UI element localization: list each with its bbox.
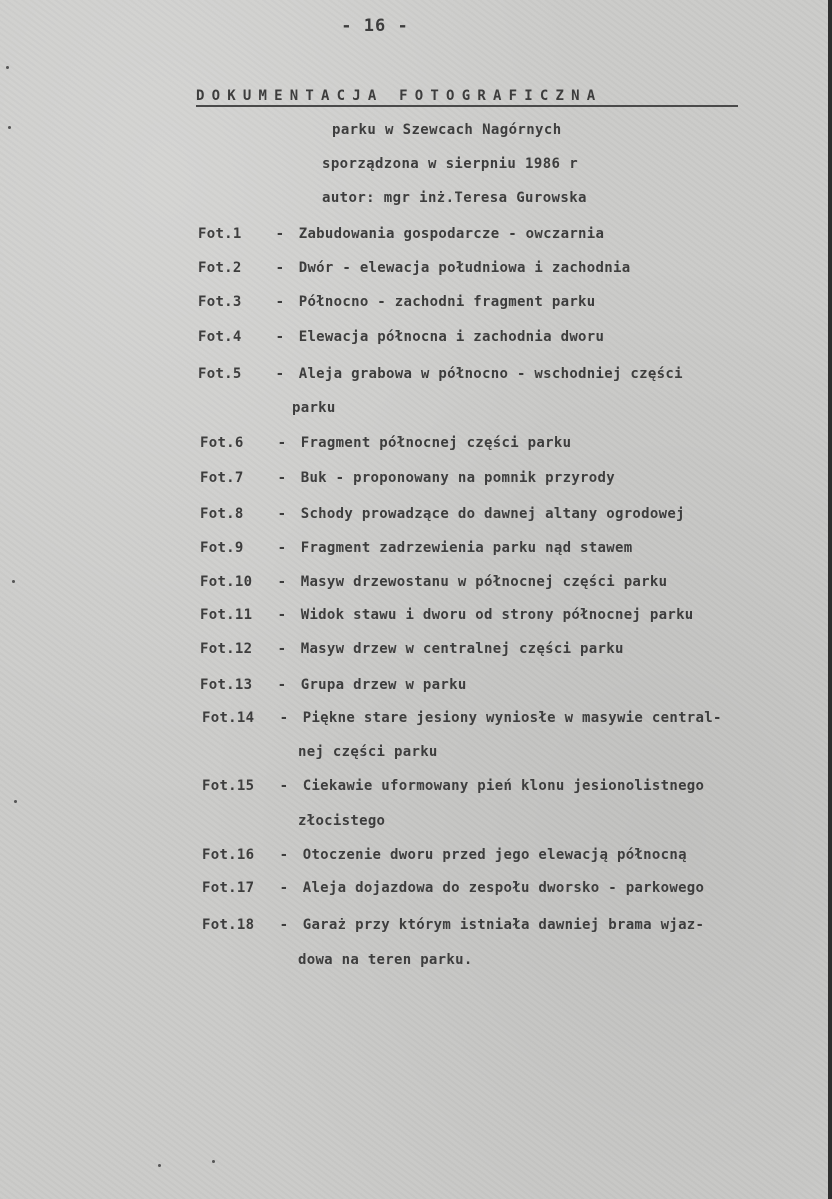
photo-entry bbox=[200, 435, 571, 451]
separator-dash: - bbox=[277, 506, 287, 522]
photo-description: Aleja grabowa w północno - wschodniej części bbox=[290, 366, 683, 382]
photo-description: Schody prowadzące do dawnej altany ogrodowej bbox=[292, 506, 685, 522]
photo-description: Dwór - elewacja południowa i zachodnia bbox=[290, 260, 631, 276]
photo-entry bbox=[198, 226, 604, 242]
subtitle-line: parku w Szewcach Nagórnych bbox=[332, 122, 562, 138]
photo-description: Piękne stare jesiony wyniosłe w masywie central- bbox=[294, 710, 722, 726]
photo-description: Aleja dojazdowa do zespołu dworsko - parkowego bbox=[294, 880, 705, 896]
separator-dash: - bbox=[279, 710, 289, 726]
photo-description: Elewacja północna i zachodnia dworu bbox=[290, 329, 605, 345]
photo-entry bbox=[200, 574, 667, 590]
photo-entry bbox=[200, 607, 694, 623]
photo-entry bbox=[200, 641, 624, 657]
photo-label: Fot.9 bbox=[200, 540, 244, 556]
photo-description: Ciekawie uformowany pień klonu jesionolistnego bbox=[294, 778, 705, 794]
photo-description: Masyw drzewostanu w północnej części parku bbox=[292, 574, 668, 590]
photo-description-continuation: nej części parku bbox=[298, 744, 438, 760]
photo-entry bbox=[200, 540, 632, 556]
separator-dash: - bbox=[279, 880, 289, 896]
photo-label: Fot.8 bbox=[200, 506, 244, 522]
photo-description: Garaż przy którym istniała dawniej brama wjaz- bbox=[294, 917, 705, 933]
photo-label: Fot.3 bbox=[198, 294, 242, 310]
subtitle-line: sporządzona w sierpniu 1986 r bbox=[322, 156, 579, 172]
photo-label: Fot.4 bbox=[198, 329, 242, 345]
photo-label: Fot.10 bbox=[200, 574, 253, 590]
photo-label: Fot.5 bbox=[198, 366, 242, 382]
separator-dash: - bbox=[277, 540, 287, 556]
photo-entry bbox=[202, 710, 722, 726]
photo-entry bbox=[200, 506, 685, 522]
separator-dash: - bbox=[277, 470, 287, 486]
photo-label: Fot.12 bbox=[200, 641, 253, 657]
separator-dash: - bbox=[277, 574, 287, 590]
photo-entry bbox=[198, 366, 683, 382]
photo-label: Fot.13 bbox=[200, 677, 253, 693]
photo-label: Fot.1 bbox=[198, 226, 242, 242]
photo-label: Fot.2 bbox=[198, 260, 242, 276]
photo-description: Fragment zadrzewienia parku nąd stawem bbox=[292, 540, 633, 556]
photo-description-continuation: parku bbox=[292, 400, 336, 416]
separator-dash: - bbox=[275, 226, 285, 242]
separator-dash: - bbox=[277, 435, 287, 451]
page-number: - 16 - bbox=[341, 16, 409, 36]
photo-description: Fragment północnej części parku bbox=[292, 435, 572, 451]
photo-label: Fot.18 bbox=[202, 917, 255, 933]
photo-description: Masyw drzew w centralnej części parku bbox=[292, 641, 624, 657]
photo-entry bbox=[202, 847, 687, 863]
separator-dash: - bbox=[275, 366, 285, 382]
photo-entry bbox=[202, 778, 704, 794]
separator-dash: - bbox=[275, 294, 285, 310]
separator-dash: - bbox=[279, 917, 289, 933]
photo-entry bbox=[198, 294, 596, 310]
separator-dash: - bbox=[279, 778, 289, 794]
photo-description: Północno - zachodni fragment parku bbox=[290, 294, 596, 310]
photo-entry bbox=[200, 470, 615, 486]
photo-label: Fot.14 bbox=[202, 710, 255, 726]
photo-description: Otoczenie dworu przed jego elewacją północną bbox=[294, 847, 687, 863]
photo-label: Fot.6 bbox=[200, 435, 244, 451]
photo-description-continuation: złocistego bbox=[298, 813, 386, 829]
photo-label: Fot.15 bbox=[202, 778, 255, 794]
photo-entry bbox=[198, 260, 630, 276]
photo-entry bbox=[202, 917, 704, 933]
photo-entry bbox=[202, 880, 704, 896]
photo-description: Widok stawu i dworu od strony północnej parku bbox=[292, 607, 694, 623]
separator-dash: - bbox=[275, 260, 285, 276]
photo-description-continuation: dowa na teren parku. bbox=[298, 952, 473, 968]
photo-label: Fot.7 bbox=[200, 470, 244, 486]
photo-description: Zabudowania gospodarcze - owczarnia bbox=[290, 226, 605, 242]
separator-dash: - bbox=[275, 329, 285, 345]
separator-dash: - bbox=[277, 607, 287, 623]
author-line: autor: mgr inż.Teresa Gurowska bbox=[322, 190, 587, 206]
photo-entry bbox=[198, 329, 604, 345]
separator-dash: - bbox=[277, 641, 287, 657]
photo-label: Fot.11 bbox=[200, 607, 253, 623]
photo-entry bbox=[200, 677, 467, 693]
separator-dash: - bbox=[277, 677, 287, 693]
photo-label: Fot.16 bbox=[202, 847, 255, 863]
photo-description: Buk - proponowany na pomnik przyrody bbox=[292, 470, 615, 486]
document-title: DOKUMENTACJA FOTOGRAFICZNA bbox=[196, 88, 738, 107]
photo-label: Fot.17 bbox=[202, 880, 255, 896]
separator-dash: - bbox=[279, 847, 289, 863]
photo-description: Grupa drzew w parku bbox=[292, 677, 467, 693]
